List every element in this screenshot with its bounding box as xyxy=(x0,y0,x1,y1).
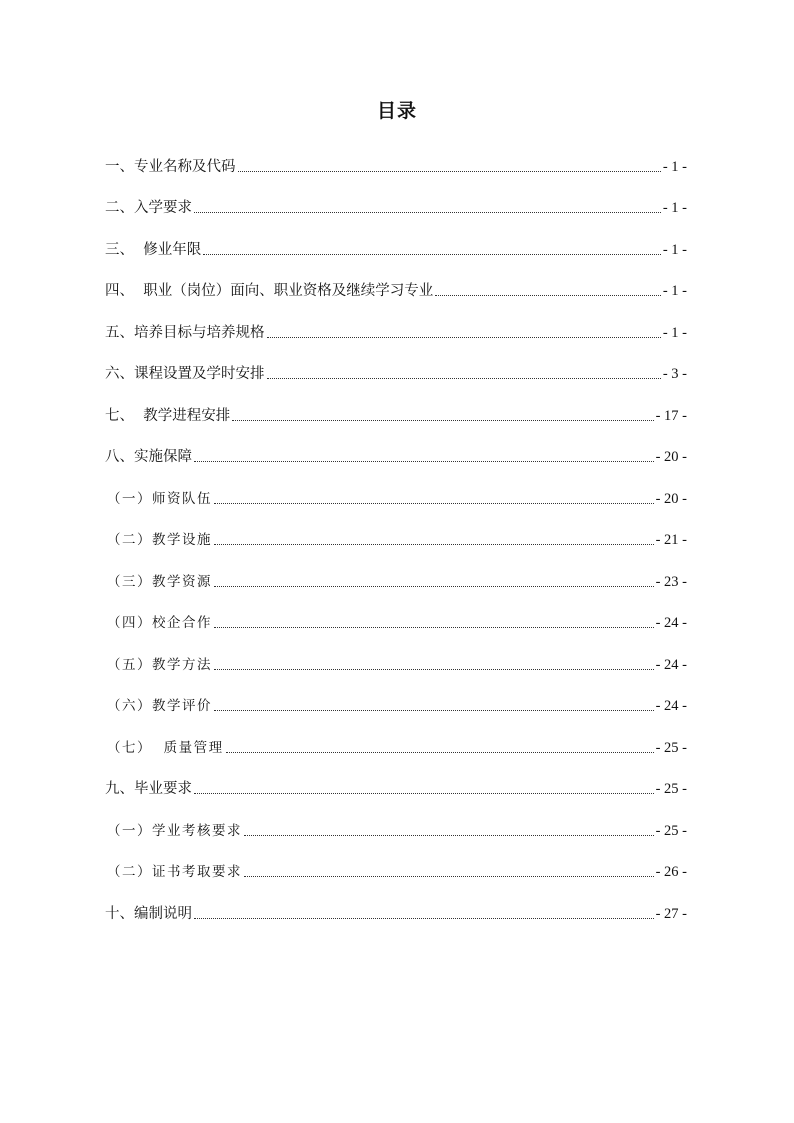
toc-subentry[interactable] xyxy=(105,466,687,508)
toc-subentry[interactable] xyxy=(105,549,687,591)
toc-page-number: - 24 - xyxy=(655,656,687,673)
toc-leader-dots xyxy=(435,295,661,296)
toc-entry-text: （四）校企合作 xyxy=(107,615,212,631)
toc-entry[interactable] xyxy=(105,383,687,425)
toc-entry-text: 六、课程设置及学时安排 xyxy=(105,366,265,382)
toc-page-number: - 26 - xyxy=(655,864,687,880)
toc-page-number: - 1 - xyxy=(662,241,687,258)
toc-page-number: - 17 - xyxy=(655,407,687,424)
toc-leader-dots xyxy=(214,586,654,587)
toc-entry[interactable] xyxy=(105,757,687,799)
toc-leader-dots xyxy=(194,212,661,213)
toc-entry-text: 一、专业名称及代码 xyxy=(105,158,236,175)
toc-leader-dots xyxy=(226,752,654,753)
toc-entry[interactable] xyxy=(105,300,687,342)
toc-entry[interactable] xyxy=(105,425,687,467)
toc-entry-text: 四、 职业（岗位）面向、职业资格及继续学习专业 xyxy=(105,283,434,299)
toc-entry-text: （一）师资队伍 xyxy=(107,490,212,507)
toc-page-number: - 24 - xyxy=(655,615,687,631)
toc-leader-dots xyxy=(203,254,661,255)
toc-page-number: - 20 - xyxy=(655,449,687,465)
toc-entry-text: 二、入学要求 xyxy=(105,200,192,216)
toc-page-number: - 1 - xyxy=(662,200,687,216)
toc-page-number: - 27 - xyxy=(655,905,687,922)
toc-page-number: - 1 - xyxy=(662,158,687,175)
toc-entry-text: 八、实施保障 xyxy=(105,449,192,465)
toc-leader-dots xyxy=(244,876,654,877)
toc-page-number: - 25 - xyxy=(655,781,687,797)
toc-leader-dots xyxy=(267,378,661,379)
toc-page-number: - 3 - xyxy=(662,366,687,382)
toc-leader-dots xyxy=(214,544,654,545)
toc-page-number: - 25 - xyxy=(655,822,687,839)
toc-subentry[interactable] xyxy=(105,840,687,882)
toc-entry-text: （三）教学资源 xyxy=(107,573,212,590)
toc-leader-dots xyxy=(238,171,661,172)
toc-page-number: - 1 - xyxy=(662,324,687,341)
toc-page-number: - 23 - xyxy=(655,573,687,590)
toc-subentry[interactable] xyxy=(105,798,687,840)
table-of-contents xyxy=(105,134,687,923)
toc-entry-text: （一）学业考核要求 xyxy=(107,822,242,839)
toc-subentry[interactable] xyxy=(105,674,687,716)
toc-entry-text: （七） 质量管理 xyxy=(107,739,224,756)
toc-leader-dots xyxy=(214,669,654,670)
toc-entry[interactable] xyxy=(105,881,687,923)
toc-leader-dots xyxy=(194,461,654,462)
toc-leader-dots xyxy=(214,710,654,711)
toc-entry-text: 九、毕业要求 xyxy=(105,781,192,797)
toc-entry-text: 七、 教学进程安排 xyxy=(105,407,231,424)
toc-page-number: - 1 - xyxy=(662,283,687,299)
toc-entry-text: 五、培养目标与培养规格 xyxy=(105,324,265,341)
toc-leader-dots xyxy=(244,835,654,836)
toc-subentry[interactable] xyxy=(105,508,687,550)
toc-leader-dots xyxy=(267,337,661,338)
toc-entry[interactable] xyxy=(105,176,687,218)
toc-subentry[interactable] xyxy=(105,632,687,674)
toc-page-number: - 25 - xyxy=(655,739,687,756)
toc-entry-text: 三、 修业年限 xyxy=(105,241,202,258)
toc-page-number: - 21 - xyxy=(655,532,687,548)
toc-entry-text: （六）教学评价 xyxy=(107,698,212,714)
page-title: 目录 xyxy=(376,100,417,122)
toc-entry[interactable] xyxy=(105,259,687,301)
toc-entry[interactable] xyxy=(105,134,687,176)
toc-entry[interactable] xyxy=(105,217,687,259)
toc-leader-dots xyxy=(214,627,654,628)
toc-entry[interactable] xyxy=(105,342,687,384)
toc-subentry[interactable] xyxy=(105,591,687,633)
toc-entry-text: （二）证书考取要求 xyxy=(107,864,242,880)
toc-subentry[interactable] xyxy=(105,715,687,757)
toc-leader-dots xyxy=(194,793,654,794)
toc-entry-text: 十、编制说明 xyxy=(105,905,192,922)
toc-leader-dots xyxy=(232,420,653,421)
toc-page-number: - 20 - xyxy=(655,490,687,507)
toc-entry-text: （二）教学设施 xyxy=(107,532,212,548)
toc-leader-dots xyxy=(214,503,654,504)
toc-page-number: - 24 - xyxy=(655,698,687,714)
toc-entry-text: （五）教学方法 xyxy=(107,656,212,673)
toc-leader-dots xyxy=(194,918,654,919)
